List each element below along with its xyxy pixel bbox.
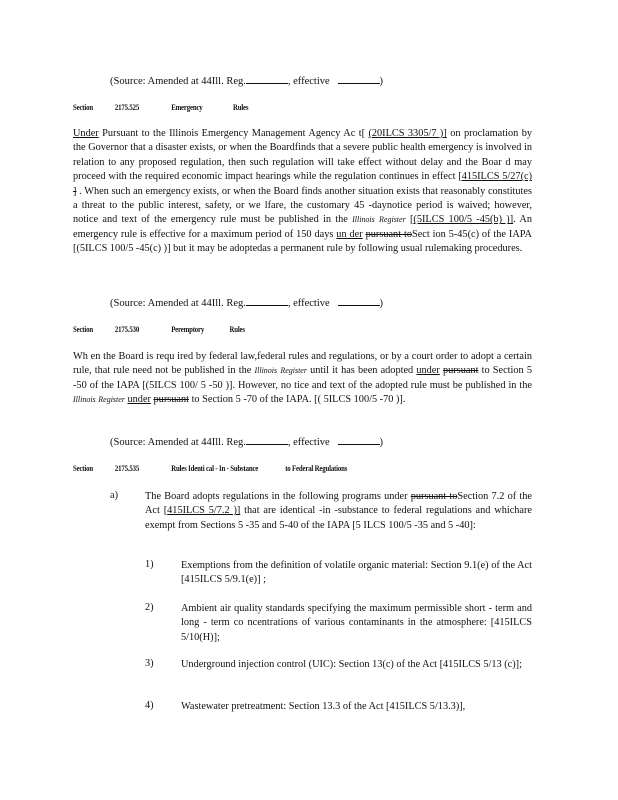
- paragraph-text: Wh en the Board is requ ired by federal law,federal rules and regulations, or by a court order to adopt a certain rule, that rule need not be published in the: [73, 351, 532, 377]
- blank-line: [338, 74, 380, 84]
- inserted-text: 415ILCS 5/7.2 )]: [167, 505, 241, 517]
- source-note: [110, 296, 383, 309]
- source-note-text: ): [379, 437, 384, 448]
- section-code: 2175.535: [114, 464, 140, 473]
- paragraph-text: The Board adopts regulations in the following programs under: [145, 491, 411, 502]
- inserted-text: under: [416, 365, 440, 377]
- paragraph-text: Pursuant to the Illinois Emergency Management Agency Ac t[: [98, 128, 369, 139]
- deleted-text: pursuant: [442, 365, 479, 377]
- italic-text: Illinois: [352, 215, 375, 225]
- paragraph-text: . When such an emergency exists, or when the Board finds another situation exists that reasonably constitutes a threat to the public interest, safety, or we lfare, the customary 45 -daynotice period is waived; however, notice and text of the emergency rule must be published in the: [73, 185, 532, 226]
- paragraph-text: [: [405, 214, 414, 226]
- sub-item-text: Underground injection control (UIC): Section 13(c) of the Act [415ILCS 5/13 (c)];: [181, 659, 522, 670]
- section-heading: [73, 325, 245, 334]
- paragraph-text: Section 7.2 of the Act [: [145, 491, 532, 517]
- source-note-text: ): [379, 76, 384, 87]
- source-note-text: , effective: [287, 76, 330, 87]
- section-title: Rules Identi cal - In - Substance: [171, 464, 259, 473]
- paragraph-text: that are identical -in -substance to federal regulations and whichare exempt from Sections 5 -35 and 5-40 of the IAPA [5 ILCS 100/5 -35 and 5 -40]:: [145, 505, 532, 531]
- sub-item-text: Ambient air quality standards specifying the maximum permissible short - term and long - term co ncentrations of various contaminants in the atmosphere: [415ILCS 5/10(H)];: [181, 603, 532, 643]
- sub-item-label: 4): [145, 700, 154, 711]
- inserted-text: (5ILCS 100/5 -45(b) )]: [413, 214, 514, 226]
- peremptory-rules-paragraph: [73, 350, 532, 408]
- paragraph-text: until it has been adopted: [306, 365, 417, 377]
- section-label: Section: [73, 325, 93, 334]
- item-label: a): [110, 490, 118, 501]
- section-code: 2175.530: [114, 325, 140, 334]
- inserted-text: un der: [336, 228, 363, 240]
- deleted-text: ]: [73, 185, 77, 197]
- blank-line: [338, 296, 380, 306]
- blank-line: [338, 435, 380, 445]
- section-heading: [73, 464, 347, 473]
- paragraph-text: to Section 5 -50 of the IAPA [(5ILCS 100/ 5 -50 )]. However, no tice and text of the adopted rule must be published in the: [73, 365, 532, 391]
- paragraph-text: to Section 5 -70 of the IAPA. [( 5ILCS 100/5 -70 )].: [189, 394, 406, 406]
- inserted-text: (20ILCS 3305/7 )]: [368, 128, 447, 139]
- deleted-text: pursuant to: [365, 228, 412, 240]
- source-note: [110, 435, 383, 448]
- paragraph-text: on proclamation by the Governor that a disaster exists, or when the Boardfinds that a severe public health emergency is involved in relation to any proposed regulation, then such regulation will take effect without delay and the Boar d may proceed with the required economic impact hearings while the regulation continues in effect [: [73, 128, 532, 183]
- emergency-rules-paragraph: [73, 127, 532, 257]
- italic-text: Register: [379, 215, 406, 225]
- inserted-text: 415ILCS 5/27(c): [461, 171, 532, 183]
- italic-text: Illinois: [254, 366, 278, 376]
- section-title: Rules: [232, 103, 249, 112]
- paragraph-text: but it may be adoptedas a permanent rule by following usual rulemaking procedures.: [170, 243, 523, 255]
- sub-item-label: 1): [145, 559, 154, 570]
- source-note: [110, 74, 383, 87]
- paragraph-text: . An emergency rule is effective for a maximum period of 150 days: [73, 214, 532, 240]
- source-note-text: , effective: [287, 437, 330, 448]
- sub-item-label: 3): [145, 658, 154, 669]
- paragraph-text: Sect ion 5-45(c) of the IAPA [(5ILCS 100/5 -45(c) )]: [73, 228, 532, 255]
- italic-text: Register: [98, 395, 125, 405]
- inserted-text: Under: [73, 128, 99, 139]
- source-note-text: (Source: Amended at 44Ill. Reg.: [110, 437, 246, 448]
- deleted-text: pursuant to: [410, 491, 458, 502]
- section-label: Section: [73, 464, 93, 473]
- sub-item-text: Exemptions from the definition of volatile organic material: Section 9.1(e) of the Act [415ILCS 5/9.1(e)] ;: [181, 560, 532, 586]
- italic-text: Illinois: [73, 395, 96, 405]
- sub-item-text: Wastewater pretreatment: Section 13.3 of the Act [415ILCS 5/13.3)],: [181, 701, 466, 712]
- deleted-text: pursuant: [153, 394, 189, 406]
- inserted-text: under: [127, 394, 151, 406]
- section-title: Peremptory: [171, 325, 205, 334]
- blank-line: [246, 435, 288, 445]
- blank-line: [246, 74, 288, 84]
- source-note-text: ): [379, 298, 384, 309]
- source-note-text: (Source: Amended at 44Ill. Reg.: [110, 76, 246, 87]
- section-label: Section: [73, 103, 93, 112]
- section-title: to Federal Regulations: [285, 464, 348, 473]
- source-note-text: (Source: Amended at 44Ill. Reg.: [110, 298, 246, 309]
- section-title: Rules: [229, 325, 245, 334]
- item-a-text: [145, 490, 532, 533]
- section-code: 2175.525: [114, 103, 140, 112]
- section-title: Emergency: [171, 103, 203, 112]
- sub-item-label: 2): [145, 602, 154, 613]
- section-heading: [73, 103, 248, 112]
- italic-text: Register: [280, 366, 307, 376]
- blank-line: [246, 296, 288, 306]
- source-note-text: , effective: [287, 298, 330, 309]
